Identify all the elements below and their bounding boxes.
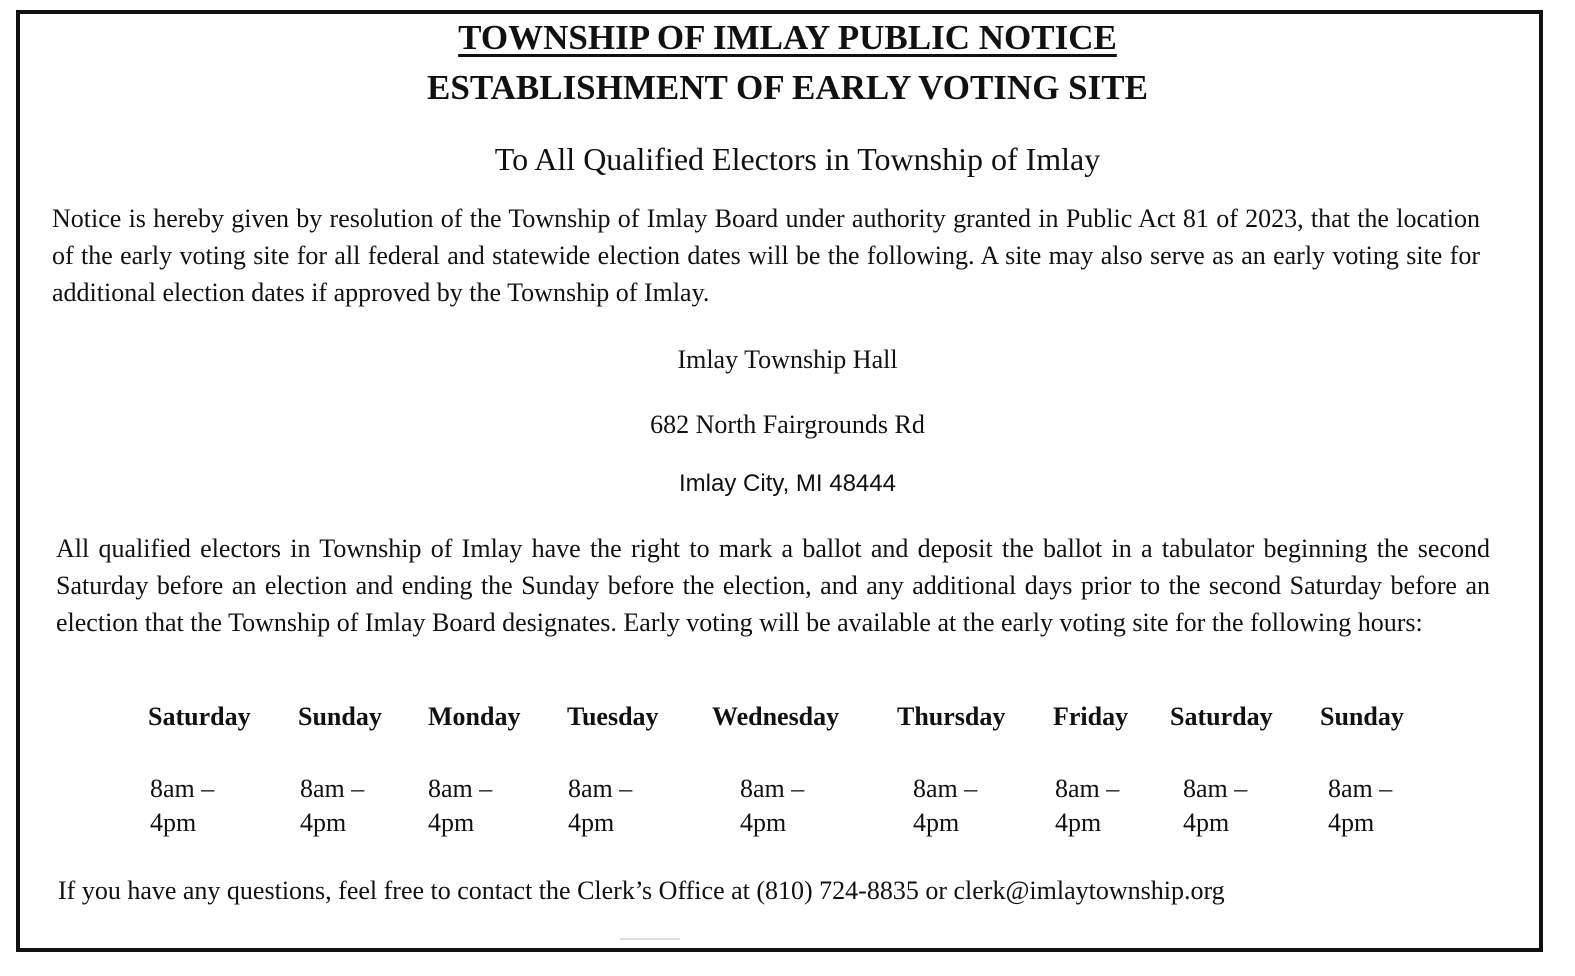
schedule-hours: 8am – 4pm <box>300 774 365 837</box>
schedule-hours-row <box>0 772 1575 852</box>
schedule-hours: 8am – 4pm <box>150 774 215 837</box>
site-city: Imlay City, MI 48444 <box>679 470 896 497</box>
scan-artifact <box>620 938 680 940</box>
schedule-day: Tuesday <box>567 702 659 731</box>
contact-line: If you have any questions, feel free to contact the Clerk’s Office at (810) 724-8835 or clerk@imlaytownship.org <box>58 876 1225 905</box>
resolution-paragraph: Notice is hereby given by resolution of the Township of Imlay Board under authority granted in Public Act 81 of 2023, that the location of the early voting site for all federal and statewide election dates will be the following. A site may also serve as an early voting site for additional election dates if approved by the Township of Imlay. <box>52 204 1480 307</box>
schedule-hours: 8am – 4pm <box>1055 774 1120 837</box>
schedule-hours: 8am – 4pm <box>1328 774 1393 837</box>
salutation: To All Qualified Electors in Township of Imlay <box>494 141 1101 177</box>
schedule-hours: 8am – 4pm <box>740 774 805 837</box>
site-street: 682 North Fairgrounds Rd <box>650 410 925 439</box>
schedule-hours: 8am – 4pm <box>568 774 633 837</box>
schedule-days-row <box>0 700 1575 740</box>
schedule-hours: 8am – 4pm <box>913 774 978 837</box>
site-name: Imlay Township Hall <box>677 345 898 374</box>
schedule-day: Saturday <box>148 702 251 731</box>
schedule-day: Sunday <box>1320 702 1404 731</box>
schedule-hours: 8am – 4pm <box>428 774 493 837</box>
schedule-day: Monday <box>428 702 521 731</box>
schedule-day: Saturday <box>1170 702 1273 731</box>
schedule-day: Thursday <box>897 702 1006 731</box>
schedule-day: Friday <box>1053 702 1129 731</box>
notice-title: TOWNSHIP OF IMLAY PUBLIC NOTICE <box>458 18 1117 57</box>
rights-paragraph: All qualified electors in Township of Imlay have the right to mark a ballot and deposit the ballot in a tabulator beginning the second Saturday before an election and ending the Sunday before the election, and any additional days prior to the second Saturday before an election that the Township of Imlay Board designates. Early voting will be available at the early voting site for the following hours: <box>56 534 1490 637</box>
notice-subtitle: ESTABLISHMENT OF EARLY VOTING SITE <box>427 68 1148 107</box>
schedule-day: Wednesday <box>712 702 840 731</box>
schedule-hours: 8am – 4pm <box>1183 774 1248 837</box>
schedule-day: Sunday <box>298 702 382 731</box>
